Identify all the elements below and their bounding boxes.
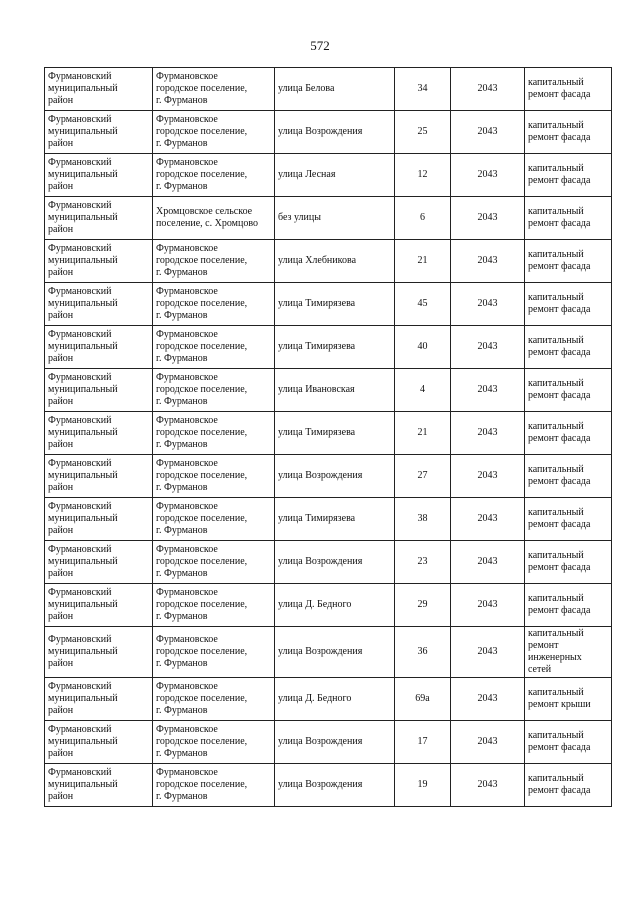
settlement-cell-line: г. Фурманов [156, 525, 208, 536]
work-type-cell [525, 369, 612, 412]
settlement-cell-line: городское поселение, [156, 255, 248, 266]
house-number-cell: 38 [395, 498, 451, 541]
settlement-cell [153, 455, 275, 498]
street-cell: улица Возрождения [275, 455, 395, 498]
district-cell-line: муниципальный [48, 646, 118, 657]
district-cell-line: район [48, 482, 74, 493]
district-cell-line: муниципальный [48, 470, 118, 481]
table-row [45, 584, 612, 627]
district-cell-line: Фурмановский [48, 681, 112, 692]
work-type-cell [525, 764, 612, 807]
work-type-cell-line: капитальный [528, 464, 584, 475]
district-cell-line: Фурмановский [48, 157, 112, 168]
district-cell-line: Фурмановский [48, 544, 112, 555]
work-type-cell-line: ремонт [528, 640, 559, 651]
work-type-cell-line: капитальный [528, 550, 584, 561]
settlement-cell [153, 68, 275, 111]
street-cell: улица Возрождения [275, 627, 395, 678]
year-cell: 2043 [451, 764, 525, 807]
work-type-cell-line: ремонт крыши [528, 699, 591, 710]
settlement-cell [153, 326, 275, 369]
work-type-cell-line: капитальный [528, 206, 584, 217]
street-cell: без улицы [275, 197, 395, 240]
house-number-cell: 40 [395, 326, 451, 369]
district-cell-line: Фурмановский [48, 286, 112, 297]
work-type-cell-line: капитальный [528, 421, 584, 432]
street-cell: улица Возрождения [275, 111, 395, 154]
year-cell: 2043 [451, 283, 525, 326]
work-type-cell [525, 455, 612, 498]
district-cell-line: Фурмановский [48, 71, 112, 82]
settlement-cell-line: г. Фурманов [156, 310, 208, 321]
district-cell [45, 455, 153, 498]
settlement-cell-line: Фурмановское [156, 634, 218, 645]
work-type-cell-line: ремонт фасада [528, 562, 591, 573]
district-cell-line: район [48, 310, 74, 321]
district-cell [45, 678, 153, 721]
street-cell: улица Ивановская [275, 369, 395, 412]
year-cell: 2043 [451, 678, 525, 721]
work-type-cell [525, 412, 612, 455]
house-number-cell: 34 [395, 68, 451, 111]
district-cell-line: район [48, 611, 74, 622]
settlement-cell-line: городское поселение, [156, 599, 248, 610]
settlement-cell-line: Фурмановское [156, 501, 218, 512]
page-number: 572 [310, 38, 330, 53]
work-type-cell-line: капитальный [528, 163, 584, 174]
house-number-cell: 27 [395, 455, 451, 498]
work-type-cell [525, 240, 612, 283]
work-type-cell-line: капитальный [528, 593, 584, 604]
settlement-cell-line: Фурмановское [156, 587, 218, 598]
district-cell-line: район [48, 181, 74, 192]
district-cell-line: муниципальный [48, 83, 118, 94]
settlement-cell [153, 627, 275, 678]
year-cell: 2043 [451, 498, 525, 541]
district-cell-line: муниципальный [48, 341, 118, 352]
district-cell-line: Фурмановский [48, 415, 112, 426]
district-cell-line: муниципальный [48, 599, 118, 610]
house-number-cell: 6 [395, 197, 451, 240]
table-row [45, 498, 612, 541]
settlement-cell-line: городское поселение, [156, 341, 248, 352]
work-type-cell [525, 283, 612, 326]
street-cell: улица Возрождения [275, 764, 395, 807]
work-type-cell-line: ремонт фасада [528, 476, 591, 487]
table-row [45, 764, 612, 807]
settlement-cell-line: городское поселение, [156, 513, 248, 524]
settlement-cell-line: г. Фурманов [156, 658, 208, 669]
work-type-cell [525, 721, 612, 764]
settlement-cell-line: г. Фурманов [156, 611, 208, 622]
house-number-cell: 69а [395, 678, 451, 721]
district-cell-line: муниципальный [48, 126, 118, 137]
year-cell: 2043 [451, 111, 525, 154]
year-cell: 2043 [451, 412, 525, 455]
work-type-cell-line: капитальный [528, 687, 584, 698]
district-cell-line: район [48, 568, 74, 579]
year-cell: 2043 [451, 197, 525, 240]
work-type-cell-line: ремонт фасада [528, 261, 591, 272]
street-cell: улица Тимирязева [275, 326, 395, 369]
district-cell-line: район [48, 267, 74, 278]
district-cell [45, 541, 153, 584]
settlement-cell-line: городское поселение, [156, 384, 248, 395]
settlement-cell-line: г. Фурманов [156, 748, 208, 759]
work-type-cell-line: капитальный [528, 292, 584, 303]
district-cell-line: район [48, 705, 74, 716]
repair-schedule-table [44, 67, 612, 807]
settlement-cell-line: поселение, с. Хромцово [156, 218, 258, 229]
district-cell-line: муниципальный [48, 513, 118, 524]
district-cell-line: район [48, 224, 74, 235]
district-cell-line: муниципальный [48, 169, 118, 180]
settlement-cell-line: городское поселение, [156, 693, 248, 704]
year-cell: 2043 [451, 721, 525, 764]
street-cell: улица Д. Бедного [275, 584, 395, 627]
district-cell-line: Фурмановский [48, 200, 112, 211]
settlement-cell-line: Фурмановское [156, 243, 218, 254]
work-type-cell [525, 197, 612, 240]
district-cell-line: Фурмановский [48, 767, 112, 778]
house-number-cell: 36 [395, 627, 451, 678]
table-row [45, 283, 612, 326]
work-type-cell-line: ремонт фасада [528, 304, 591, 315]
year-cell: 2043 [451, 154, 525, 197]
settlement-cell-line: городское поселение, [156, 736, 248, 747]
district-cell-line: Фурмановский [48, 372, 112, 383]
district-cell-line: район [48, 95, 74, 106]
work-type-cell-line: капитальный [528, 730, 584, 741]
street-cell: улица Возрождения [275, 541, 395, 584]
settlement-cell [153, 154, 275, 197]
settlement-cell-line: городское поселение, [156, 169, 248, 180]
settlement-cell-line: Фурмановское [156, 681, 218, 692]
settlement-cell [153, 584, 275, 627]
district-cell [45, 283, 153, 326]
settlement-cell-line: Хромцовское сельское [156, 206, 253, 217]
district-cell-line: муниципальный [48, 255, 118, 266]
table-row [45, 326, 612, 369]
settlement-cell-line: г. Фурманов [156, 181, 208, 192]
settlement-cell-line: Фурмановское [156, 415, 218, 426]
district-cell [45, 627, 153, 678]
work-type-cell-line: капитальный [528, 335, 584, 346]
district-cell-line: район [48, 791, 74, 802]
street-cell: улица Хлебникова [275, 240, 395, 283]
settlement-cell-line: г. Фурманов [156, 353, 208, 364]
year-cell: 2043 [451, 68, 525, 111]
work-type-cell [525, 627, 612, 678]
district-cell [45, 111, 153, 154]
district-cell-line: муниципальный [48, 736, 118, 747]
district-cell-line: район [48, 396, 74, 407]
settlement-cell [153, 498, 275, 541]
work-type-cell-line: капитальный [528, 773, 584, 784]
work-type-cell-line: капитальный [528, 507, 584, 518]
settlement-cell-line: городское поселение, [156, 556, 248, 567]
settlement-cell [153, 764, 275, 807]
district-cell-line: муниципальный [48, 384, 118, 395]
table-row [45, 721, 612, 764]
district-cell-line: район [48, 353, 74, 364]
table-row [45, 678, 612, 721]
district-cell [45, 68, 153, 111]
work-type-cell-line: сетей [528, 664, 552, 675]
work-type-cell [525, 326, 612, 369]
settlement-cell-line: Фурмановское [156, 544, 218, 555]
district-cell [45, 721, 153, 764]
settlement-cell-line: г. Фурманов [156, 95, 208, 106]
settlement-cell-line: Фурмановское [156, 71, 218, 82]
table-row [45, 627, 612, 678]
district-cell-line: Фурмановский [48, 587, 112, 598]
settlement-cell-line: городское поселение, [156, 470, 248, 481]
settlement-cell-line: г. Фурманов [156, 705, 208, 716]
work-type-cell [525, 111, 612, 154]
district-cell-line: Фурмановский [48, 458, 112, 469]
house-number-cell: 21 [395, 240, 451, 283]
house-number-cell: 25 [395, 111, 451, 154]
district-cell [45, 412, 153, 455]
street-cell: улица Лесная [275, 154, 395, 197]
district-cell-line: Фурмановский [48, 724, 112, 735]
work-type-cell-line: ремонт фасада [528, 519, 591, 530]
district-cell [45, 498, 153, 541]
settlement-cell-line: г. Фурманов [156, 267, 208, 278]
table-row [45, 412, 612, 455]
year-cell: 2043 [451, 240, 525, 283]
settlement-cell-line: городское поселение, [156, 779, 248, 790]
work-type-cell-line: капитальный [528, 249, 584, 260]
settlement-cell [153, 721, 275, 764]
table-row [45, 154, 612, 197]
street-cell: улица Тимирязева [275, 283, 395, 326]
district-cell-line: Фурмановский [48, 114, 112, 125]
house-number-cell: 29 [395, 584, 451, 627]
settlement-cell [153, 197, 275, 240]
settlement-cell [153, 111, 275, 154]
year-cell: 2043 [451, 326, 525, 369]
settlement-cell [153, 412, 275, 455]
settlement-cell-line: г. Фурманов [156, 482, 208, 493]
district-cell [45, 369, 153, 412]
settlement-cell-line: Фурмановское [156, 458, 218, 469]
settlement-cell-line: городское поселение, [156, 126, 248, 137]
district-cell-line: Фурмановский [48, 634, 112, 645]
house-number-cell: 4 [395, 369, 451, 412]
district-cell-line: Фурмановский [48, 329, 112, 340]
work-type-cell-line: ремонт фасада [528, 218, 591, 229]
settlement-cell-line: Фурмановское [156, 372, 218, 383]
district-cell [45, 326, 153, 369]
settlement-cell [153, 283, 275, 326]
settlement-cell-line: Фурмановское [156, 114, 218, 125]
house-number-cell: 45 [395, 283, 451, 326]
table-row [45, 68, 612, 111]
street-cell: улица Д. Бедного [275, 678, 395, 721]
work-type-cell-line: ремонт фасада [528, 132, 591, 143]
settlement-cell [153, 240, 275, 283]
settlement-cell [153, 541, 275, 584]
settlement-cell-line: г. Фурманов [156, 568, 208, 579]
table-row [45, 240, 612, 283]
work-type-cell-line: ремонт фасада [528, 605, 591, 616]
work-type-cell-line: инженерных [528, 652, 582, 663]
table-body [45, 68, 612, 807]
street-cell: улица Тимирязева [275, 412, 395, 455]
work-type-cell-line: ремонт фасада [528, 390, 591, 401]
settlement-cell-line: городское поселение, [156, 298, 248, 309]
district-cell-line: район [48, 525, 74, 536]
district-cell-line: район [48, 138, 74, 149]
district-cell-line: муниципальный [48, 779, 118, 790]
year-cell: 2043 [451, 369, 525, 412]
settlement-cell-line: Фурмановское [156, 157, 218, 168]
work-type-cell-line: ремонт фасада [528, 433, 591, 444]
district-cell [45, 154, 153, 197]
settlement-cell-line: городское поселение, [156, 646, 248, 657]
work-type-cell-line: капитальный [528, 628, 584, 639]
district-cell [45, 764, 153, 807]
house-number-cell: 19 [395, 764, 451, 807]
settlement-cell-line: Фурмановское [156, 767, 218, 778]
district-cell-line: район [48, 748, 74, 759]
district-cell [45, 240, 153, 283]
settlement-cell-line: Фурмановское [156, 286, 218, 297]
district-cell-line: район [48, 439, 74, 450]
work-type-cell [525, 498, 612, 541]
work-type-cell-line: капитальный [528, 378, 584, 389]
district-cell-line: муниципальный [48, 693, 118, 704]
settlement-cell [153, 678, 275, 721]
house-number-cell: 12 [395, 154, 451, 197]
district-cell [45, 197, 153, 240]
table-row [45, 197, 612, 240]
work-type-cell-line: ремонт фасада [528, 785, 591, 796]
district-cell-line: муниципальный [48, 427, 118, 438]
table-row [45, 369, 612, 412]
district-cell-line: муниципальный [48, 556, 118, 567]
work-type-cell-line: ремонт фасада [528, 347, 591, 358]
district-cell-line: Фурмановский [48, 243, 112, 254]
street-cell: улица Тимирязева [275, 498, 395, 541]
work-type-cell [525, 68, 612, 111]
work-type-cell-line: ремонт фасада [528, 89, 591, 100]
street-cell: улица Возрождения [275, 721, 395, 764]
year-cell: 2043 [451, 455, 525, 498]
work-type-cell [525, 154, 612, 197]
work-type-cell [525, 541, 612, 584]
work-type-cell [525, 678, 612, 721]
district-cell-line: район [48, 658, 74, 669]
settlement-cell-line: г. Фурманов [156, 791, 208, 802]
work-type-cell-line: ремонт фасада [528, 175, 591, 186]
settlement-cell [153, 369, 275, 412]
work-type-cell [525, 584, 612, 627]
year-cell: 2043 [451, 627, 525, 678]
street-cell: улица Белова [275, 68, 395, 111]
year-cell: 2043 [451, 584, 525, 627]
district-cell-line: Фурмановский [48, 501, 112, 512]
house-number-cell: 21 [395, 412, 451, 455]
settlement-cell-line: городское поселение, [156, 427, 248, 438]
settlement-cell-line: городское поселение, [156, 83, 248, 94]
settlement-cell-line: Фурмановское [156, 724, 218, 735]
settlement-cell-line: г. Фурманов [156, 439, 208, 450]
work-type-cell-line: ремонт фасада [528, 742, 591, 753]
house-number-cell: 17 [395, 721, 451, 764]
settlement-cell-line: г. Фурманов [156, 396, 208, 407]
settlement-cell-line: Фурмановское [156, 329, 218, 340]
district-cell [45, 584, 153, 627]
district-cell-line: муниципальный [48, 298, 118, 309]
year-cell: 2043 [451, 541, 525, 584]
table-row [45, 455, 612, 498]
house-number-cell: 23 [395, 541, 451, 584]
settlement-cell-line: г. Фурманов [156, 138, 208, 149]
table-row [45, 111, 612, 154]
work-type-cell-line: капитальный [528, 120, 584, 131]
table-row [45, 541, 612, 584]
district-cell-line: муниципальный [48, 212, 118, 223]
work-type-cell-line: капитальный [528, 77, 584, 88]
